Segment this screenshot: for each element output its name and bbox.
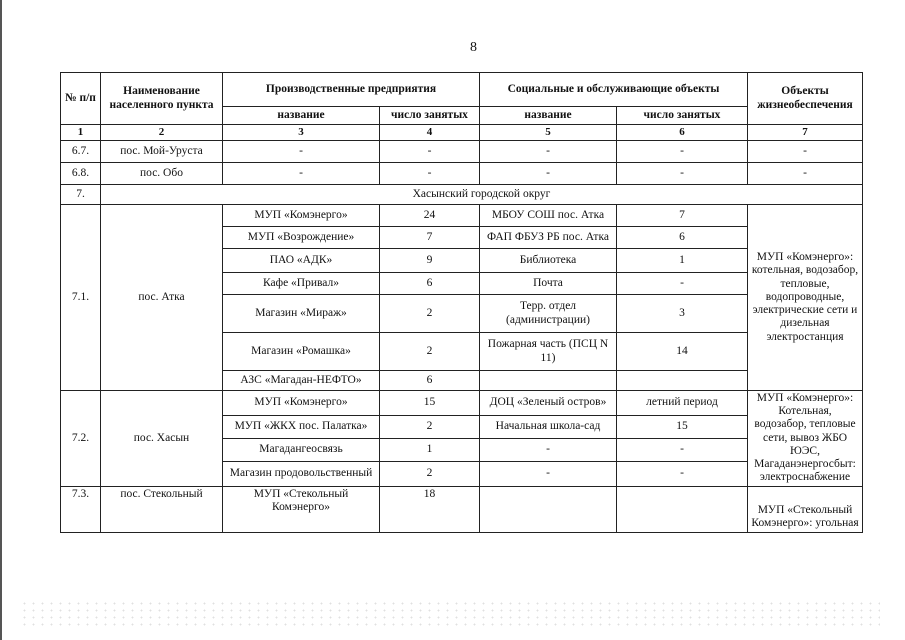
prod-name: Магадангеосвязь (223, 438, 380, 461)
cell-settlement: пос. Обо (101, 163, 223, 185)
soc-count: 14 (617, 333, 748, 371)
prod-count: 6 (380, 273, 480, 295)
soc-count: летний период (617, 391, 748, 416)
soc-count: - (617, 461, 748, 486)
soc-count: 6 (617, 227, 748, 249)
colnum: 5 (480, 125, 617, 141)
prod-count: 1 (380, 438, 480, 461)
table-row (61, 391, 863, 416)
table-row (61, 205, 863, 227)
cell-settlement: пос. Мой-Уруста (101, 141, 223, 163)
prod-count: 24 (380, 205, 480, 227)
cell: - (223, 163, 380, 185)
page-number: 8 (470, 40, 477, 55)
prod-name: Кафе «Привал» (223, 273, 380, 295)
cell-settlement: пос. Хасын (101, 391, 223, 487)
header-life: Объекты жизнеобеспечения (748, 73, 863, 125)
header-social: Социальные и обслуживающие объекты (480, 73, 748, 107)
soc-count (617, 486, 748, 532)
prod-count: 15 (380, 391, 480, 416)
header-soc-count: число занятых (617, 107, 748, 125)
column-numbers-row (61, 125, 863, 141)
soc-count: 1 (617, 249, 748, 273)
prod-count: 2 (380, 333, 480, 371)
prod-name: МУП «ЖКХ пос. Палатка» (223, 415, 380, 438)
cell: - (480, 141, 617, 163)
scan-edge (0, 0, 2, 640)
prod-count: 2 (380, 461, 480, 486)
soc-name: - (480, 461, 617, 486)
table-row (61, 486, 863, 532)
scan-noise (20, 600, 880, 630)
prod-name: Магазин «Ромашка» (223, 333, 380, 371)
prod-name: МУП «Стекольный Комэнерго» (223, 486, 380, 532)
header-settlement: Наименование населенного пункта (101, 73, 223, 125)
soc-name: Почта (480, 273, 617, 295)
soc-name: ДОЦ «Зеленый остров» (480, 391, 617, 416)
life-support: МУП «Стекольный Комэнерго»: угольная (748, 486, 863, 532)
prod-count: 6 (380, 371, 480, 391)
life-support: МУП «Комэнерго»: Котельная, водозабор, тепловые сети, вывоз ЖБО ЮЭС, Магаданэнергосбыт: электроснабжение (748, 391, 863, 487)
prod-name: Магазин продовольственный (223, 461, 380, 486)
cell-num: 7. (61, 185, 101, 205)
prod-name: Магазин «Мираж» (223, 295, 380, 333)
colnum: 4 (380, 125, 480, 141)
cell-num: 7.2. (61, 391, 101, 487)
prod-name: ПАО «АДК» (223, 249, 380, 273)
header-num: № п/п (61, 73, 101, 125)
soc-name: ФАП ФБУЗ РБ пос. Атка (480, 227, 617, 249)
cell: - (480, 163, 617, 185)
cell: - (380, 163, 480, 185)
soc-name (480, 371, 617, 391)
soc-name: Терр. отдел (администрации) (480, 295, 617, 333)
header-prod-count: число занятых (380, 107, 480, 125)
cell-settlement: пос. Атка (101, 205, 223, 391)
soc-name: Библиотека (480, 249, 617, 273)
cell: - (748, 163, 863, 185)
colnum: 6 (617, 125, 748, 141)
prod-count: 7 (380, 227, 480, 249)
prod-count: 18 (380, 486, 480, 532)
section-title: Хасынский городской округ (101, 185, 863, 205)
soc-name (480, 486, 617, 532)
soc-count: - (617, 438, 748, 461)
soc-name: - (480, 438, 617, 461)
cell: - (617, 163, 748, 185)
cell: - (223, 141, 380, 163)
cell-num: 7.1. (61, 205, 101, 391)
header-prod-name: название (223, 107, 380, 125)
soc-count (617, 371, 748, 391)
prod-name: МУП «Комэнерго» (223, 205, 380, 227)
section-row (61, 185, 863, 205)
life-support: МУП «Комэнерго»: котельная, водозабор, тепловые, водопроводные, электрические сети и дизельная электростанция (748, 205, 863, 391)
soc-count: 7 (617, 205, 748, 227)
table-row (61, 163, 863, 185)
cell-num: 6.8. (61, 163, 101, 185)
settlements-table (60, 72, 863, 533)
soc-name: Пожарная часть (ПСЦ N 11) (480, 333, 617, 371)
colnum: 3 (223, 125, 380, 141)
prod-name: МУП «Комэнерго» (223, 391, 380, 416)
cell-num: 6.7. (61, 141, 101, 163)
header-soc-name: название (480, 107, 617, 125)
cell: - (380, 141, 480, 163)
colnum: 7 (748, 125, 863, 141)
soc-name: МБОУ СОШ пос. Атка (480, 205, 617, 227)
cell: - (748, 141, 863, 163)
colnum: 1 (61, 125, 101, 141)
table-row (61, 141, 863, 163)
soc-count: - (617, 273, 748, 295)
soc-count: 3 (617, 295, 748, 333)
cell: - (617, 141, 748, 163)
cell-settlement: пос. Стекольный (101, 486, 223, 532)
header-production: Производственные предприятия (223, 73, 480, 107)
prod-count: 2 (380, 295, 480, 333)
soc-count: 15 (617, 415, 748, 438)
prod-name: МУП «Возрождение» (223, 227, 380, 249)
prod-count: 9 (380, 249, 480, 273)
prod-count: 2 (380, 415, 480, 438)
prod-name: АЗС «Магадан-НЕФТО» (223, 371, 380, 391)
cell-num: 7.3. (61, 486, 101, 532)
colnum: 2 (101, 125, 223, 141)
soc-name: Начальная школа-сад (480, 415, 617, 438)
